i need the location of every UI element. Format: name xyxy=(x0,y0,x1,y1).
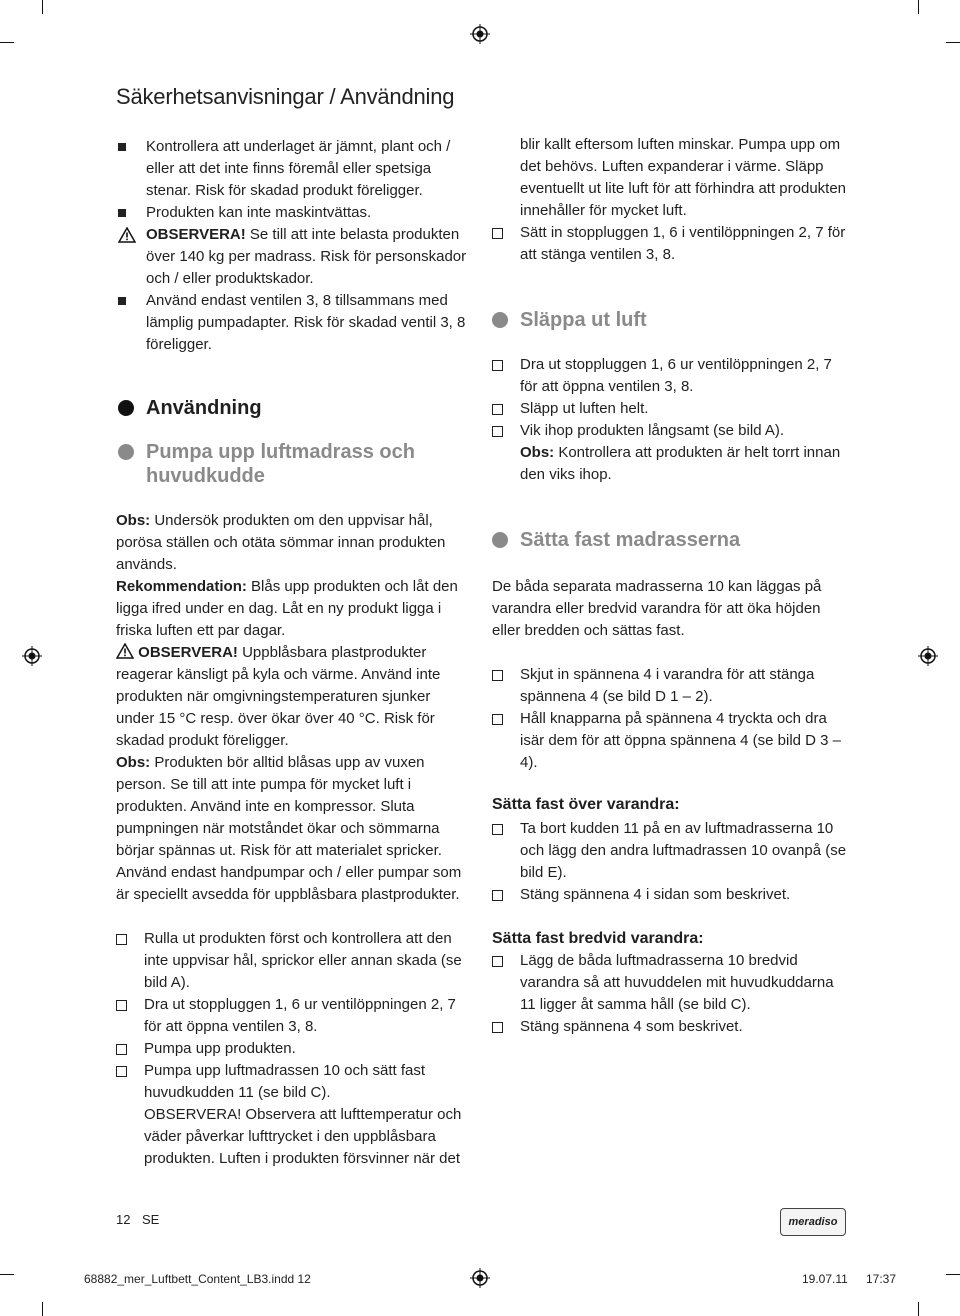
checkbox-icon xyxy=(492,404,503,415)
file-slug: 68882_mer_Luftbett_Content_LB3.indd 12 xyxy=(84,1272,311,1286)
inflate-steps xyxy=(116,928,468,1170)
warning-note: OBSERVERA! Uppblåsbara plastprodukter reagerar känsligt på kyla och värme. Använd inte produkten när omgivningstemperaturen sjunker under 15 °C resp. över ökar över 40 °C. Risk för skadad produkt föreligger. xyxy=(116,644,441,749)
list-item: Pumpa upp luftmadrassen 10 och sätt fast huvudkudden 11 (se bild C). xyxy=(116,1060,468,1104)
buckle-steps xyxy=(492,664,852,774)
obs-note: Obs: Produkten bör alltid blåsas upp av vuxen person. Se till att inte pumpa för mycket luft i produkten. Använd inte en kompressor. Sluta pumpningen när motståndet ökar och sömmarna börjar spännas ut. Risk för att materialet spricker. Använd endast handpumpar och / eller pumpar som är speciellt avsedda för uppblåsbara plastprodukter. xyxy=(116,754,462,903)
list-item: Ta bort kudden 11 på en av luftmadrasserna 10 och lägg den andra luftmadrassen 10 ovanpå (se bild E). xyxy=(492,818,852,884)
list-item: Stäng spännena 4 som beskrivet. xyxy=(492,1016,852,1038)
list-item-continuation: OBSERVERA! Observera att lufttemperatur och väder påverkar lufttrycket i den uppblåsbara produkten. Luften i produkten försvinner när det xyxy=(144,1106,462,1167)
checkbox-icon xyxy=(492,670,503,681)
registration-mark-icon xyxy=(918,646,938,666)
list-item: Dra ut stoppluggen 1, 6 ur ventilöppningen 2, 7 för att öppna ventilen 3, 8. xyxy=(492,354,852,398)
list-item: Håll knapparna på spännena 4 tryckta och dra isär dem för att öppna spännena 4 (se bild D 3 – 4). xyxy=(492,708,852,774)
stack-steps xyxy=(492,818,852,906)
crop-mark xyxy=(0,42,14,43)
checkbox-icon xyxy=(492,228,503,239)
crop-mark xyxy=(0,1274,14,1275)
crop-mark xyxy=(42,0,43,14)
list-item: Använd endast ventilen 3, 8 tillsammans med lämplig pumpadapter. Risk för skadad ventil 3, 8 föreligger. xyxy=(118,290,468,356)
list-item: Släpp ut luften helt. xyxy=(492,398,852,420)
warning-triangle-icon xyxy=(116,643,134,659)
side-by-side-steps xyxy=(492,950,852,1038)
section-heading: Sätta fast madrasserna xyxy=(520,528,740,552)
list-item: Lägg de båda luftmadrasserna 10 bredvid varandra så att huvuddelen mit huvudkuddarna 11 ligger åt samma håll (se bild C). xyxy=(492,950,852,1016)
intro-paragraph: De båda separata madrasserna 10 kan läggas på varandra eller bredvid varandra för att öka höjden eller bredden och sättas fast. xyxy=(492,578,822,639)
checkbox-icon xyxy=(492,360,503,371)
checkbox-icon xyxy=(116,1044,127,1055)
checkbox-icon xyxy=(116,1066,127,1077)
list-item: Produkten kan inte maskintvättas. xyxy=(118,202,468,224)
crop-mark xyxy=(946,1274,960,1275)
list-item: Dra ut stoppluggen 1, 6 ur ventilöppningen 2, 7 för att öppna ventilen 3, 8. xyxy=(116,994,468,1038)
list-item: Kontrollera att underlaget är jämnt, plant och / eller att det inte finns föremål eller spetsiga stenar. Risk för skadad produkt föreligger. xyxy=(118,136,468,202)
checkbox-icon xyxy=(116,1000,127,1011)
section-heading: Användning xyxy=(146,396,262,420)
subsection-heading: Pumpa upp luftmadrass och huvudkudde xyxy=(146,440,466,488)
subsection-heading: Sätta fast över varandra: xyxy=(492,796,680,813)
checkbox-icon xyxy=(492,890,503,901)
subsection-heading: Sätta fast bredvid varandra: xyxy=(492,930,704,947)
section-heading: Släppa ut luft xyxy=(520,308,647,332)
list-item: Rulla ut produkten först och kontrollera att den inte uppvisar hål, sprickor eller annan skada (se bild A). xyxy=(116,928,468,994)
crop-mark xyxy=(918,1302,919,1316)
checkbox-icon xyxy=(492,714,503,725)
list-item: Skjut in spännena 4 i varandra för att stänga spännena 4 (se bild D 1 – 2). xyxy=(492,664,852,708)
crop-mark xyxy=(42,1302,43,1316)
brand-logo: meradiso xyxy=(780,1208,846,1236)
recommendation-note: Rekommendation: Blås upp produkten och låt den ligga ifred under en dag. Låt en ny produkt ligga i friska luften ett par dagar. xyxy=(116,578,458,639)
language-code: SE xyxy=(142,1212,160,1227)
bullet-square-icon xyxy=(118,209,126,217)
bullet-dot-icon xyxy=(492,532,508,548)
bullet-dot-icon xyxy=(118,400,134,416)
registration-mark-icon xyxy=(470,24,490,44)
warning-triangle-icon xyxy=(118,227,136,243)
safety-bullets xyxy=(118,136,468,356)
bullet-square-icon xyxy=(118,297,126,305)
bullet-dot-icon xyxy=(492,312,508,328)
page-title: Säkerhetsanvisningar / Användning xyxy=(116,84,455,109)
list-item: OBSERVERA! Se till att inte belasta produkten över 140 kg per madrass. Risk för personskador och / eller produktskador. xyxy=(118,224,468,290)
checkbox-icon xyxy=(492,426,503,437)
checkbox-icon xyxy=(492,1022,503,1033)
notes-block xyxy=(116,510,466,906)
list-item: Vik ihop produkten långsamt (se bild A). xyxy=(492,420,852,442)
registration-mark-icon xyxy=(470,1268,490,1288)
slug-time: 17:37 xyxy=(866,1272,897,1286)
bullet-dot-icon xyxy=(118,444,134,460)
list-item: Stäng spännena 4 i sidan som beskrivet. xyxy=(492,884,852,906)
checkbox-icon xyxy=(492,824,503,835)
crop-mark xyxy=(918,0,919,14)
checkbox-icon xyxy=(492,956,503,967)
page-number: 12 xyxy=(116,1212,131,1227)
list-item: Pumpa upp produkten. xyxy=(116,1038,468,1060)
obs-note: Obs: Undersök produkten om den uppvisar hål, porösa ställen och otäta sömmar innan produkten används. xyxy=(116,512,446,573)
list-item: Sätt in stoppluggen 1, 6 i ventilöppningen 2, 7 för att stänga ventilen 3, 8. xyxy=(492,222,852,266)
checkbox-icon xyxy=(116,934,127,945)
deflate-steps xyxy=(492,354,852,486)
slug-date: 19.07.11 xyxy=(802,1272,848,1286)
crop-mark xyxy=(946,42,960,43)
obs-note: Obs: Kontrollera att produkten är helt torrt innan den viks ihop. xyxy=(520,444,841,483)
continued-text: blir kallt eftersom luften minskar. Pumpa upp om det behövs. Luften expanderar i värme. Släpp eventuellt ut lite luft för att förhindra att produkten innehåller för mycket luft. xyxy=(520,136,847,219)
close-valve-step xyxy=(492,222,852,266)
registration-mark-icon xyxy=(22,646,42,666)
bullet-square-icon xyxy=(118,143,126,151)
